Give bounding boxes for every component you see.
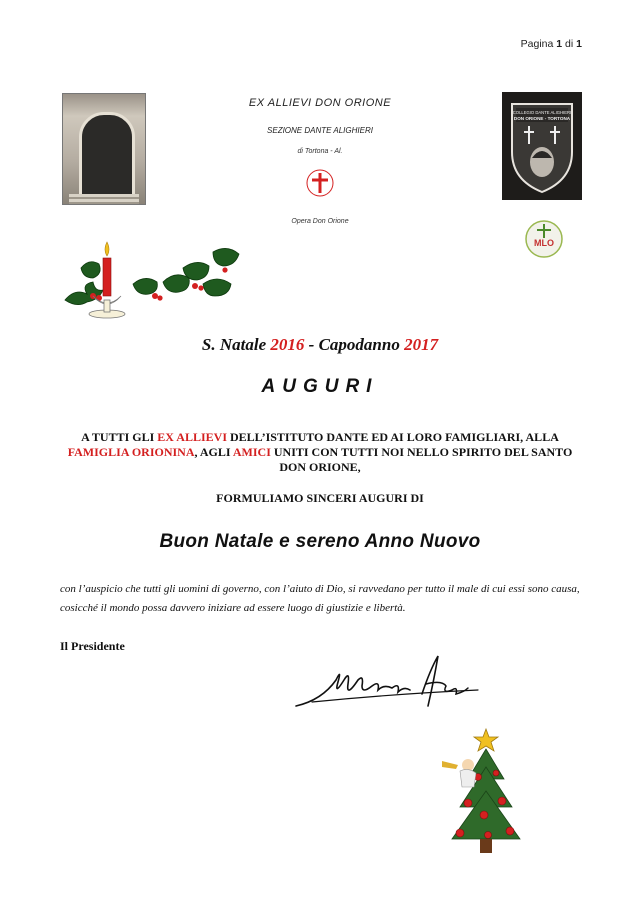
opera-caption: Opera Don Orione (291, 218, 349, 225)
heading-dates (0, 335, 640, 355)
dedication-text-3: , AGLI (194, 445, 233, 459)
page-separator: di (565, 38, 574, 50)
heading-separator: - Capodanno (308, 335, 400, 354)
mlo-text: MLO (534, 238, 554, 248)
association-title: EX ALLIEVI DON ORIONE (248, 97, 392, 109)
heading-year1: 2016 (270, 335, 305, 354)
doorway-steps (69, 194, 139, 204)
orione-emblem-icon (305, 168, 335, 198)
dedication-highlight-famiglia: FAMIGLIA ORIONINA (67, 445, 195, 459)
page-total: 1 (576, 38, 582, 50)
signoff-label: Il Presidente (60, 639, 125, 653)
auguri-title: AUGURI (261, 376, 379, 397)
association-city: di Tortona - Al. (297, 148, 343, 155)
dedication-text-4: UNITI CON TUTTI NOI NELLO SPIRITO DEL SANTO DON ORIONE, (270, 445, 573, 474)
dedication-highlight-ex-allievi: EX ALLIEVI (157, 430, 227, 444)
handwritten-signature (292, 650, 482, 712)
heading-natale: S. Natale (201, 335, 267, 354)
association-section: SEZIONE DANTE ALIGHIERI (267, 126, 373, 135)
dedication-paragraph (60, 430, 580, 475)
auspicio-text: con l’auspicio che tutti gli uomini di governo, con l’aiuto di Dio, si ravvedano per tutto il male di cui essi sono causa, cosicché il mondo possa davvero iniziare ad essere luogo di giustizie e libertà. (60, 583, 580, 614)
christmas-tree-icon (438, 727, 530, 863)
christmas-candle-icon (63, 238, 241, 320)
crest-line1: COLLEGIO DANTE ALIGHIERI (512, 110, 572, 115)
page-number (521, 38, 582, 50)
mlo-logo-icon (524, 219, 564, 259)
heading-year2: 2017 (404, 335, 439, 354)
greeting-line: Buon Natale e sereno Anno Nuovo (159, 531, 481, 552)
page-label: Pagina (520, 38, 554, 50)
crest-line2: DON ORIONE - TORTONA (513, 116, 571, 121)
dedication-text-2: DELL’ISTITUTO DANTE ED AI LORO FAMIGLIARI, ALLA (227, 430, 559, 444)
dedication-highlight-amici: AMICI (232, 445, 271, 459)
page-current: 1 (556, 38, 563, 50)
dedication-text-1: A TUTTI GLI (81, 430, 158, 444)
college-crest-icon (502, 92, 582, 200)
wishes-intro: FORMULIAMO SINCERI AUGURI DI (216, 491, 424, 505)
